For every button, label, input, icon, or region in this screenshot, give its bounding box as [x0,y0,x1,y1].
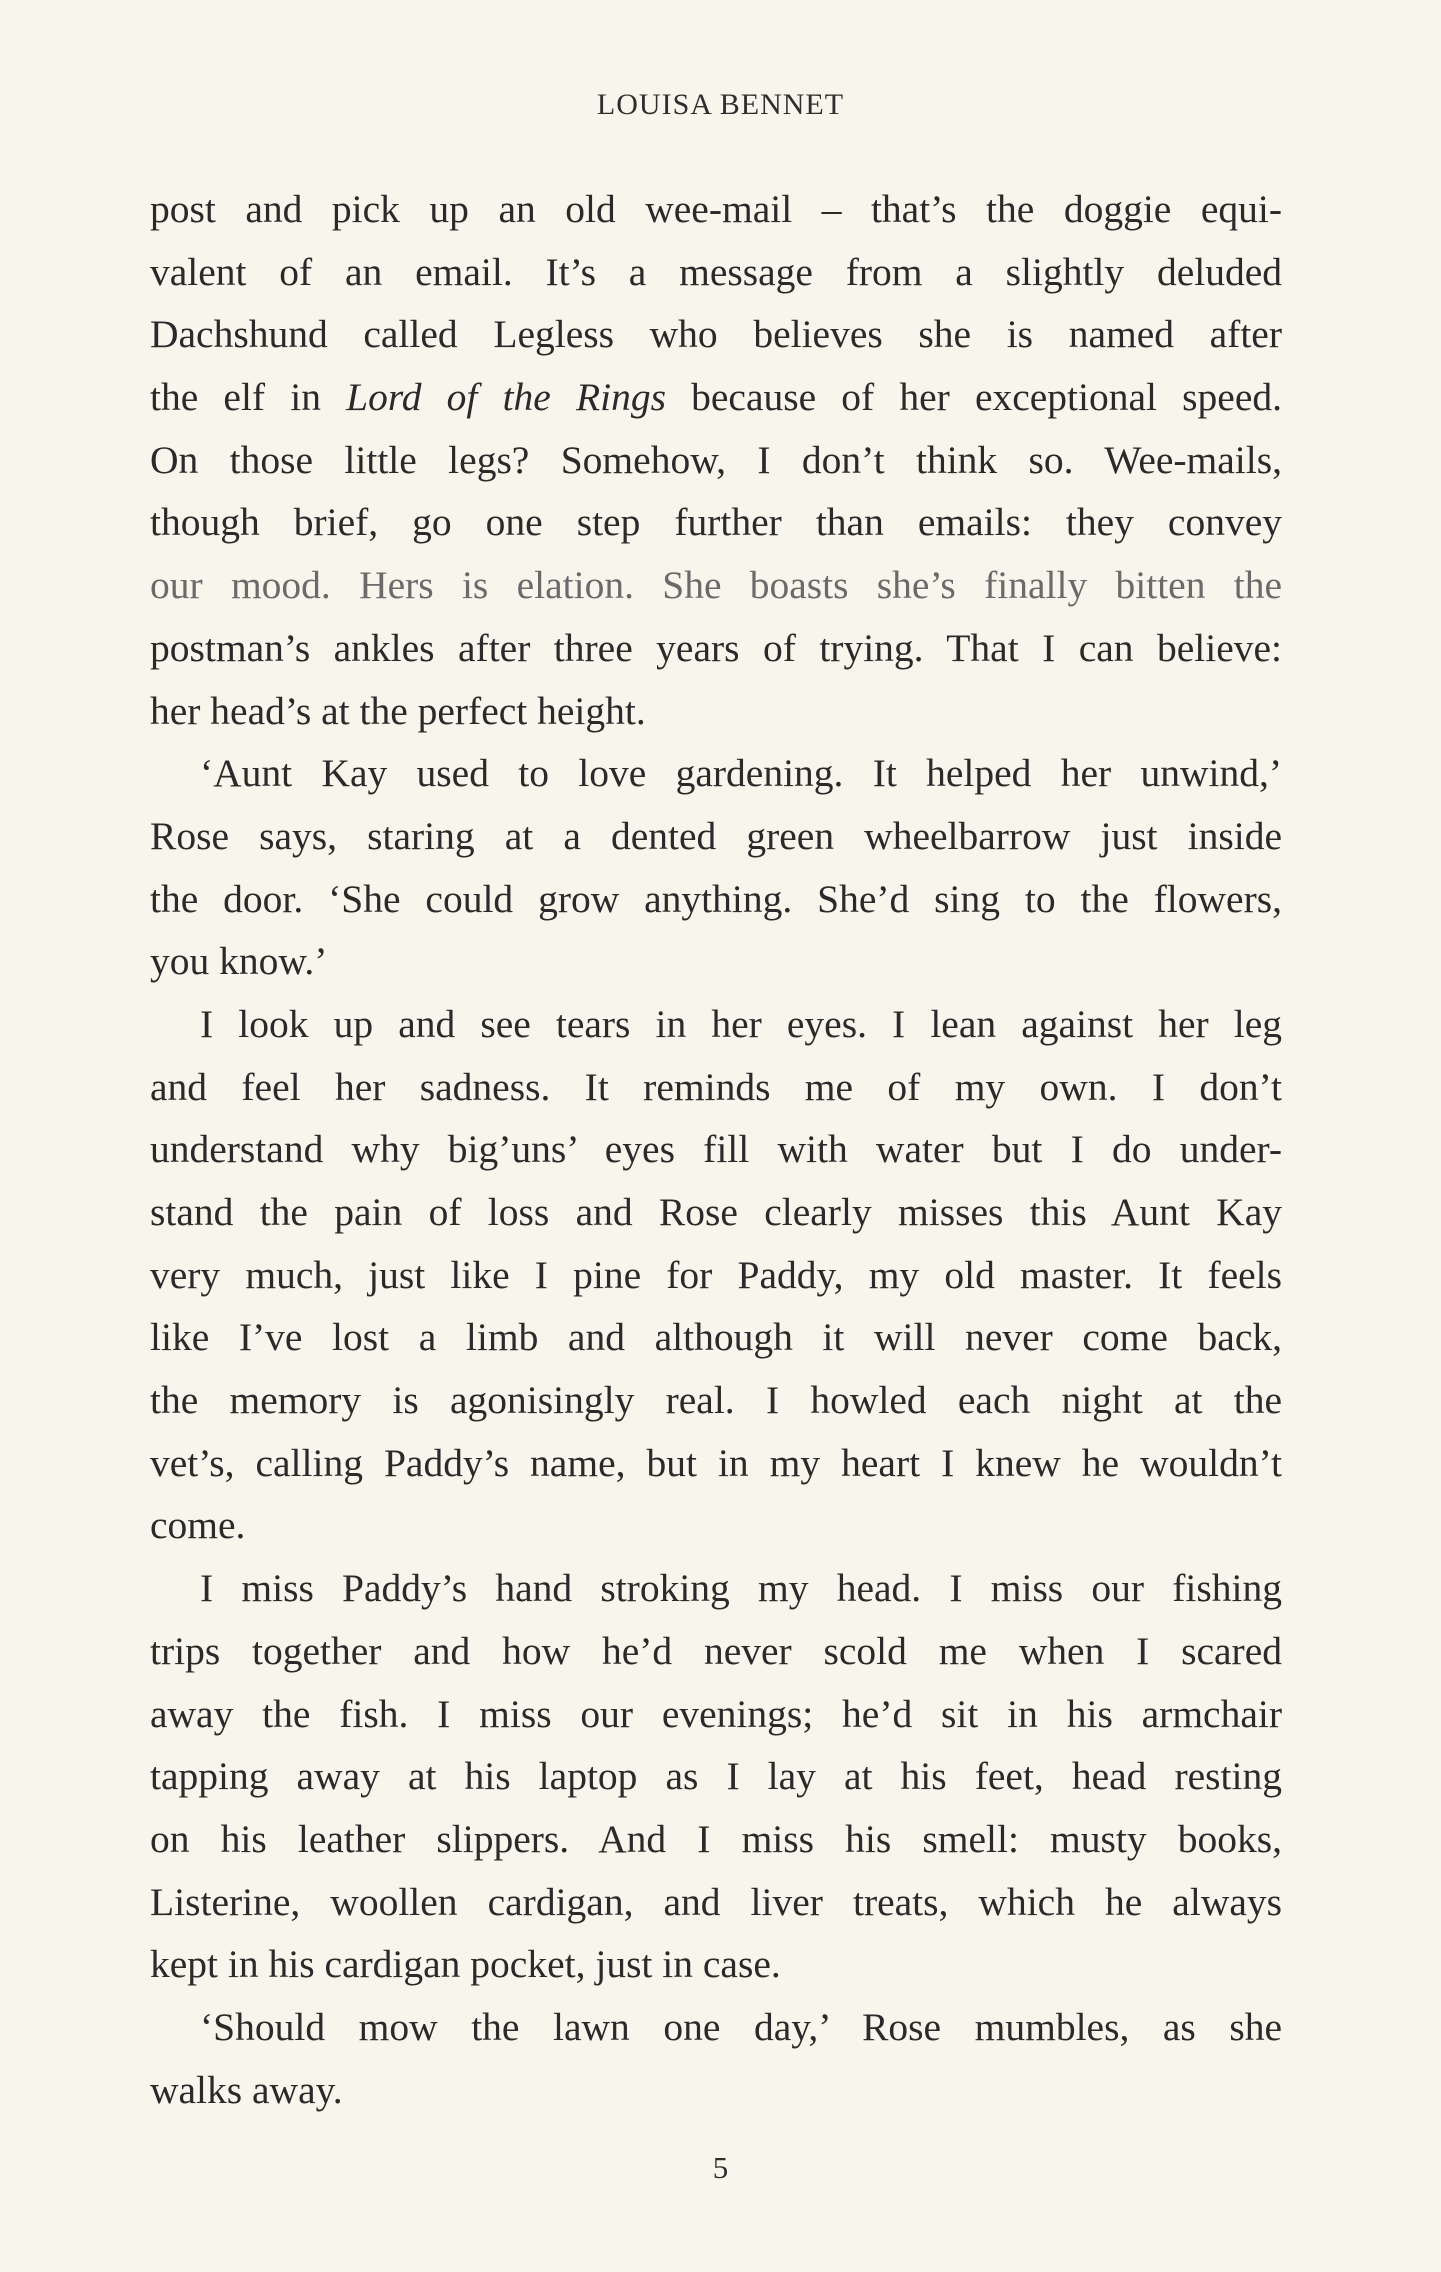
text-line: our mood. Hers is elation. She boasts she’s finally bitten the [150,563,1282,608]
text-line: postman’s ankles after three years of trying. That I can believe: [150,625,1282,670]
text-line: her head’s at the perfect height. [150,688,646,733]
text-line: valent of an email. It’s a message from a slightly deluded [150,249,1282,294]
text-line: ‘Aunt Kay used to love gardening. It helped her unwind,’ [200,751,1282,796]
text-run: the elf in [150,375,347,420]
text-line: I look up and see tears in her eyes. I lean against her leg [200,1001,1282,1046]
text-line: I miss Paddy’s hand stroking my head. I miss our fishing [200,1566,1282,1611]
text-line: and feel her sadness. It reminds me of my own. I don’t [150,1064,1282,1109]
text-line: Listerine, woollen cardigan, and liver treats, which he always [150,1879,1282,1924]
running-head: LOUISA BENNET [596,88,845,121]
text-line: On those little legs? Somehow, I don’t think so. Wee-mails, [150,437,1282,482]
text-line: like I’ve lost a limb and although it will never come back, [150,1315,1282,1360]
text-line: Dachshund called Legless who believes she is named after [150,312,1282,357]
text-line: kept in his cardigan pocket, just in case. [150,1942,781,1987]
text-line: the door. ‘She could grow anything. She’d sing to the flowers, [150,876,1282,921]
text-line: understand why big’uns’ eyes fill with water but I do under- [150,1127,1282,1172]
book-title: Lord of the Rings [346,375,666,420]
text-line: you know.’ [150,939,328,984]
text-line: very much, just like I pine for Paddy, my old master. It feels [150,1252,1282,1297]
text-line [150,366,1282,429]
text-line: Rose says, staring at a dented green wheelbarrow just inside [150,813,1282,858]
page-number: 5 [712,2150,729,2185]
text-line: though brief, go one step further than emails: they convey [150,500,1282,545]
text-run: because of her exceptional speed. [665,375,1282,420]
text-line: on his leather slippers. And I miss his smell: musty books, [150,1816,1282,1861]
text-line: the memory is agonisingly real. I howled each night at the [150,1378,1282,1423]
body-text [150,178,1282,2121]
text-line: walks away. [150,2067,343,2112]
text-line: trips together and how he’d never scold me when I scared [150,1628,1282,1673]
text-line: post and pick up an old wee-mail – that’s the doggie equi- [150,187,1282,231]
text-line: tapping away at his laptop as I lay at his feet, head resting [150,1754,1282,1799]
text-line: stand the pain of loss and Rose clearly misses this Aunt Kay [150,1190,1282,1234]
text-line: vet’s, calling Paddy’s name, but in my heart I knew he wouldn’t [150,1440,1282,1485]
text-line: away the fish. I miss our evenings; he’d sit in his armchair [150,1691,1282,1736]
text-line: ‘Should mow the lawn one day,’ Rose mumbles, as she [200,2004,1282,2049]
text-line: come. [150,1503,246,1548]
